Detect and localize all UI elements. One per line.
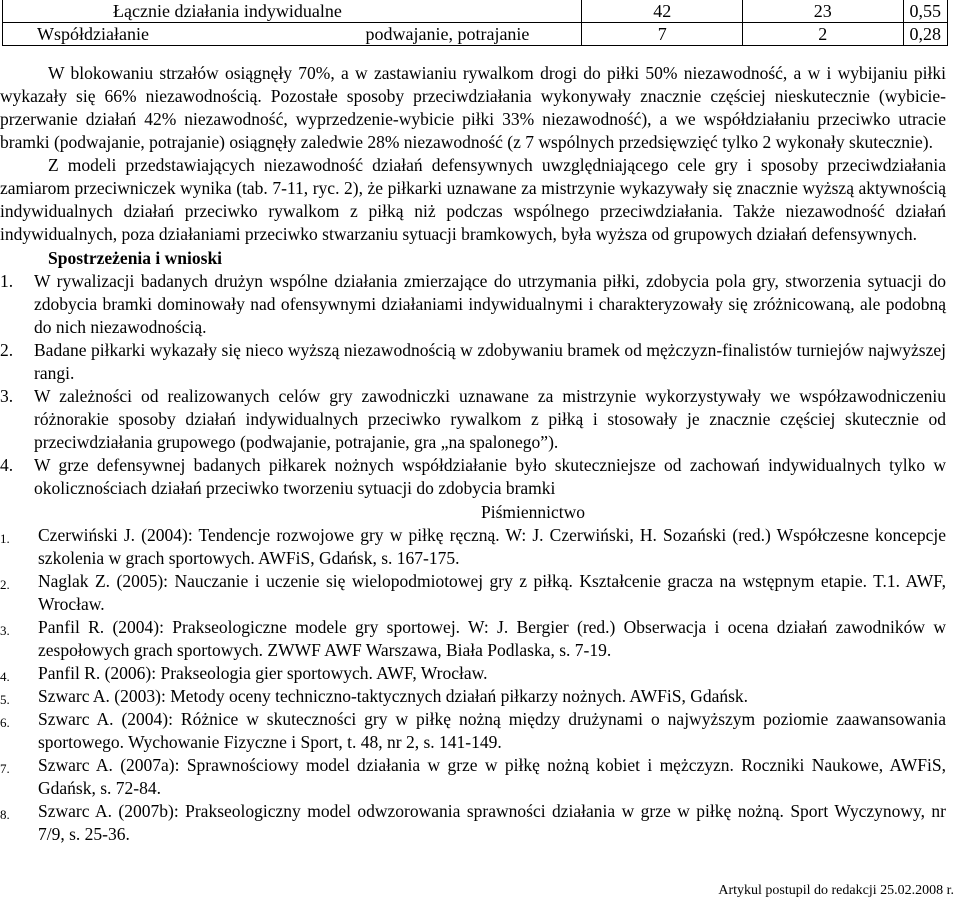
- list-number: 2.: [0, 340, 14, 360]
- list-number: 3.: [0, 386, 14, 406]
- table-cell: [3, 23, 582, 46]
- table-cell: 7: [582, 23, 743, 46]
- paragraph: W blokowaniu strzałów osiągnęły 70%, a w zastawianiu rywalkom drogi do piłki 50% niezawodność, a w i wybijaniu piłki wykazały się 66% niezawodnością. Pozostałe sposoby przeciwdziałania wykonywały znacznie częściej nieskutecznie (wybicie-przerwanie działań 42% niezawodność, wyprzedzenie-wybicie piłki 33% niezawodność), a we współdziałaniu przeciwko utracie bramki (podwajanie, potrajanie) osiągnęły zaledwie 28% niezawodność (z 7 wspólnych przedsięwzięć tylko 2 wykonały skutecznie).: [0, 63, 946, 152]
- results-table: [2, 0, 948, 46]
- reference-number: 5.: [0, 692, 10, 707]
- reference-item: [0, 616, 946, 662]
- reference-text: Czerwiński J. (2004): Tendencje rozwojowe gry w piłkę ręczną. W: J. Czerwiński, H. Sozański (red.) Współczesne koncepcje szkolenia w grach sportowych. AWFiS, Gdańsk, s. 167-175.: [38, 525, 946, 568]
- reference-text: Panfil R. (2006): Prakseologia gier sportowych. AWF, Wrocław.: [38, 663, 488, 683]
- bibliography-title: Piśmiennictwo: [480, 502, 586, 522]
- article-body: [0, 62, 946, 846]
- table-row: [3, 23, 948, 46]
- list-item: [0, 270, 946, 339]
- list-text: W zależności od realizowanych celów gry zawodniczki uznawane za mistrzynie wykorzystywały we współzawodniczeniu różnorakie sposoby działań indywidualnych przeciwko rywalkom z piłką i stosowały je znacznie częściej skutecznie od przeciwdziałania grupowego (podwajanie, potrajanie, gra „na spalonego”).: [34, 386, 946, 452]
- reference-item: [0, 800, 946, 846]
- reference-text: Szwarc A. (2007b): Prakseologiczny model odwzorowania sprawności działania w grze w piłkę nożną. Sport Wyczynowy, nr 7/9, s. 25-36.: [38, 801, 946, 844]
- list-item: [0, 339, 946, 385]
- reference-item: [0, 708, 946, 754]
- table-cell: 0,55: [903, 0, 948, 23]
- table-row: [3, 0, 948, 23]
- reference-number: 1.: [0, 531, 10, 546]
- reference-text: Szwarc A. (2007a): Sprawnościowy model działania w grze w piłkę nożną kobiet i mężczyzn. Roczniki Naukowe, AWFiS, Gdańsk, s. 72-84.: [38, 755, 946, 798]
- list-text: Badane piłkarki wykazały się nieco wyższą niezawodnością w zdobywaniu bramek od mężczyzn-finalistów turniejów najwyższej rangi.: [34, 340, 946, 383]
- reference-number: 2.: [0, 577, 10, 592]
- table-cell: 0,28: [903, 23, 948, 46]
- reference-text: Szwarc A. (2004): Różnice w skuteczności gry w piłkę nożną między drużynami o najwyższym poziomie zaawansowania sportowego. Wychowanie Fizyczne i Sport, t. 48, nr 2, s. 141-149.: [38, 709, 946, 752]
- list-text: W rywalizacji badanych drużyn wspólne działania zmierzające do utrzymania piłki, zdobycia pola gry, stworzenia sytuacji do zdobycia bramki dominowały nad ofensywnymi działaniami indywidualnymi i charakteryzowały się zróżnicowaną, ale podobną do nich niezawodnością.: [34, 271, 946, 337]
- reference-number: 3.: [0, 623, 10, 638]
- list-item: [0, 385, 946, 454]
- reference-item: [0, 685, 946, 708]
- list-item: [0, 454, 946, 500]
- reference-item: [0, 662, 946, 685]
- table-cell: 2: [742, 23, 903, 46]
- references-list: [0, 524, 946, 846]
- list-number: 4.: [0, 455, 14, 475]
- reference-item: [0, 570, 946, 616]
- received-note: Artykul postupil do redakcji 25.02.2008 r.: [718, 883, 954, 898]
- reference-number: 4.: [0, 669, 10, 684]
- reference-item: [0, 524, 946, 570]
- reference-number: 6.: [0, 715, 10, 730]
- table-cell: Łącznie działania indywidualne: [3, 0, 582, 23]
- reference-item: [0, 754, 946, 800]
- list-number: 1.: [0, 271, 14, 291]
- row-label: Współdziałanie: [37, 24, 149, 44]
- table-cell: 23: [742, 0, 903, 23]
- reference-number: 8.: [0, 807, 10, 822]
- conclusions-heading: Spostrzeżenia i wnioski: [48, 248, 223, 268]
- paragraph: Z modeli przedstawiających niezawodność działań defensywnych uwzględniającego cele gry i sposoby przeciwdziałania zamiarom przeciwniczek wynika (tab. 7-11, ryc. 2), że piłkarki uznawane za mistrzynie wykazywały się znacznie wyższą aktywnością indywidualnych działań przeciwko rywalkom z piłką niż podczas wspólnego przeciwdziałania. Także niezawodność działań indywidualnych, poza działaniami przeciwko stwarzaniu sytuacji bramkowych, była wyższa od grupowych działań defensywnych.: [0, 155, 946, 244]
- table-cell: 42: [582, 0, 743, 23]
- conclusions-list: [0, 270, 946, 500]
- reference-text: Panfil R. (2004): Prakseologiczne modele gry sportowej. W: J. Bergier (red.) Obserwacja i ocena działań zawodników w zespołowych grach sportowych. ZWWF AWF Warszawa, Biała Podlaska, s. 7-19.: [38, 617, 946, 660]
- reference-text: Naglak Z. (2005): Nauczanie i uczenie się wielopodmiotowej gry z piłką. Kształcenie gracza na wstępnym etapie. T.1. AWF, Wrocław.: [38, 571, 946, 614]
- row-sublabel: podwajanie, potrajanie: [365, 24, 530, 44]
- list-text: W grze defensywnej badanych piłkarek nożnych współdziałanie było skuteczniejsze od zachowań indywidualnych tylko w okolicznościach działań przeciwko tworzeniu sytuacji do zdobycia bramki: [34, 455, 946, 498]
- reference-text: Szwarc A. (2003): Metody oceny techniczno-taktycznych działań piłkarzy nożnych. AWFiS, Gdańsk.: [38, 686, 749, 706]
- reference-number: 7.: [0, 761, 10, 776]
